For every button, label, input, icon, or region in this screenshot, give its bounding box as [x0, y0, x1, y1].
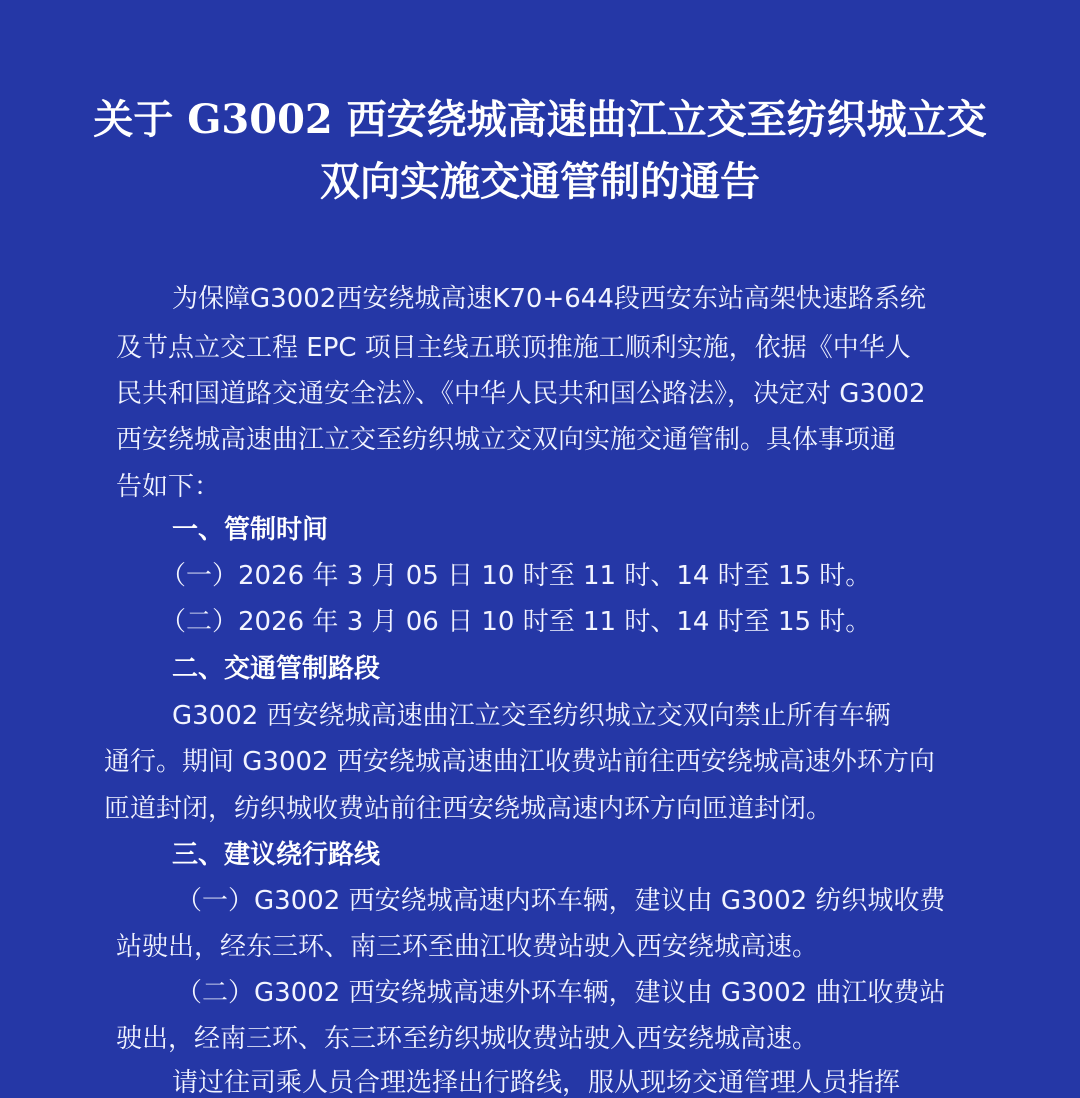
intro-line: 及节点立交工程 EPC 项目主线五联顶推施工顺利实施，依据《中华人 [116, 333, 911, 363]
control-time-item: （一）2026 年 3 月 05 日 10 时至 11 时、14 时至 15 时。 [160, 561, 872, 591]
intro-line: 西安绕城高速曲江立交至纺织城立交双向实施交通管制。具体事项通 [116, 425, 897, 455]
detour-line: 站驶出，经东三环、南三环至曲江收费站驶入西安绕城高速。 [116, 932, 819, 962]
control-road-line: G3002 西安绕城高速曲江立交至纺织城立交双向禁止所有车辆 [172, 701, 891, 731]
detour-line: （二）G3002 西安绕城高速外环车辆，建议由 G3002 曲江收费站 [176, 978, 946, 1008]
section-heading-detour: 三、建议绕行路线 [172, 840, 381, 870]
notice-title-line-1: 关于 G3002 西安绕城高速曲江立交至纺织城立交 [93, 96, 987, 143]
section-heading-control-road: 二、交通管制路段 [172, 654, 381, 684]
control-time-item: （二）2026 年 3 月 06 日 10 时至 11 时、14 时至 15 时。 [160, 607, 872, 637]
detour-line: （一）G3002 西安绕城高速内环车辆，建议由 G3002 纺织城收费 [176, 886, 946, 916]
trailing-partial-line: 请过往司乘人员合理选择出行路线，服从现场交通管理人员指挥 [172, 1068, 901, 1098]
detour-line: 驶出，经南三环、东三环至纺织城收费站驶入西安绕城高速。 [116, 1024, 819, 1054]
notice-title-line-2: 双向实施交通管制的通告 [320, 158, 760, 205]
intro-line: 民共和国道路交通安全法》、《中华人民共和国公路法》，决定对 G3002 [116, 379, 926, 409]
intro-line: 为保障G3002西安绕城高速K70+644段西安东站高架快速路系统 [172, 284, 926, 314]
intro-line: 告如下： [116, 472, 221, 502]
control-road-line: 通行。期间 G3002 西安绕城高速曲江收费站前往西安绕城高速外环方向 [104, 747, 935, 777]
section-heading-control-time: 一、管制时间 [172, 515, 329, 545]
control-road-line: 匝道封闭，纺织城收费站前往西安绕城高速内环方向匝道封闭。 [104, 794, 833, 824]
